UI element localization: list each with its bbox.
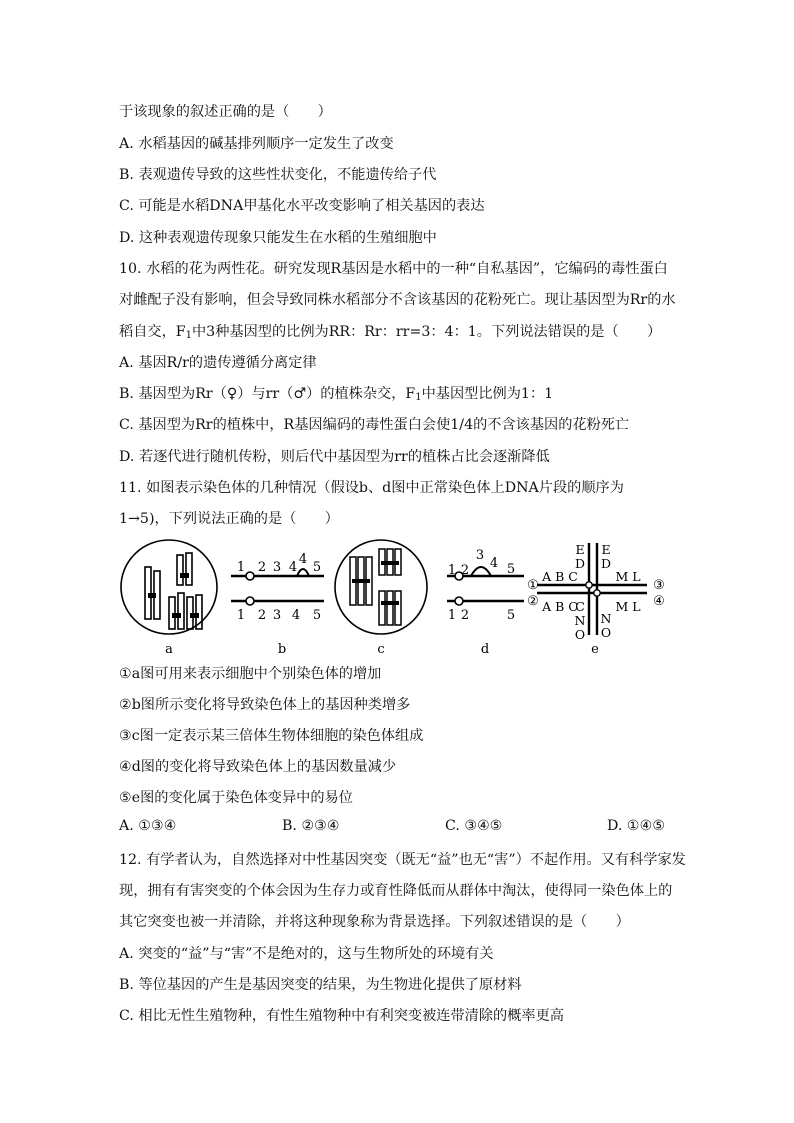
b-top-label: 2 <box>257 560 267 575</box>
q11-options <box>119 818 679 838</box>
q11-stem-line1: 11. 如图表示染色体的几种情况（假设b、d图中正常染色体上DNA片段的顺序为 <box>119 480 624 496</box>
q12-stem-line1: 12. 有学者认为，自然选择对中性基因突变（既无“益”也无“害”）不起作用。又有科学家发 <box>119 852 686 868</box>
b-top-label: 3 <box>272 560 282 575</box>
b-bottom-label: 3 <box>272 608 282 623</box>
e-label: A B C <box>542 599 578 614</box>
q11-statement-5: ⑤e图的变化属于染色体变异中的易位 <box>119 790 353 806</box>
q12-option-a: A. 突变的“益”与“害”不是绝对的，这与生物所处的环境有关 <box>119 946 494 962</box>
caption-d: d <box>480 642 490 657</box>
caption-e: e <box>591 642 599 657</box>
q10-option-a: A. 基因R/r的遗传遵循分离定律 <box>119 355 317 371</box>
e-label: D <box>574 556 586 571</box>
q11-statement-3: ③c图一定表示某三倍体生物体细胞的染色体组成 <box>119 728 424 744</box>
chromatid <box>186 553 192 585</box>
q10-stem-line3: 稻自交，$F_1$中3种基因型的比例为RR：Rr：rr=3：4：1。下列说法错误的是（ ） <box>119 324 662 341</box>
q10-option-d: D. 若逐代进行随机传粉，则后代中基因型为rr的植株占比会逐渐降低 <box>119 449 550 465</box>
q12-option-b: B. 等位基因的产生是基因突变的结果，为生物进化提供了原材料 <box>119 977 522 993</box>
d-bottom-label: 2 <box>460 608 470 623</box>
e-mark: ② <box>527 594 539 609</box>
b-bottom-label: 2 <box>257 608 267 623</box>
e-label: A B C <box>542 569 578 584</box>
d-top-label: 4 <box>489 556 499 571</box>
q12-option-c: C. 相比无性生殖物种，有性生殖物种中有利突变被连带清除的概率更高 <box>119 1008 564 1024</box>
b-top-label: 4 <box>288 560 298 575</box>
e-label: E <box>601 542 611 557</box>
d-bottom-label: 5 <box>506 608 516 623</box>
q11-option-a: A. ①③④ <box>119 818 177 834</box>
q9-option-b: B. 表观遗传导致的这些性状变化，不能遗传给子代 <box>119 167 437 183</box>
q11-option-d: D. ①④⑤ <box>607 818 666 834</box>
q9-option-a: A. 水稻基因的碱基排列顺序一定发生了改变 <box>119 136 394 152</box>
q12-stem-line3: 其它突变也被一并清除，并将这种现象称为背景选择。下列叙述错误的是（ ） <box>119 914 630 930</box>
q11-statement-1: ①a图可用来表示细胞中个别染色体的增加 <box>119 666 382 682</box>
q12-stem-line2: 现，拥有有害突变的个体会因为生存力或育性降低而从群体中淘汰，使得同一染色体上的 <box>119 883 673 899</box>
e-mark: ④ <box>653 594 665 609</box>
e-label: O <box>574 627 586 642</box>
chromatid <box>177 555 183 585</box>
q10-stem-line2: 对雌配子没有影响，但会导致同株水稻部分不含该基因的花粉死亡。现让基因型为Rr的水 <box>119 292 676 308</box>
chromatid <box>178 593 184 629</box>
b-bottom-label: 4 <box>291 608 301 623</box>
d-top-label: 3 <box>475 548 485 563</box>
d-top-label: 5 <box>506 562 516 577</box>
q10-option-b: B. 基因型为Rr（♀）与rr（♂）的植株杂交，$F_1$中基因型比例为1：1 <box>119 386 554 403</box>
q9-option-d: D. 这种表观遗传现象只能发生在水稻的生殖细胞中 <box>119 230 437 246</box>
e-mark: ① <box>527 578 539 593</box>
caption-b: b <box>277 642 287 657</box>
q9-option-c: C. 可能是水稻DNA甲基化水平改变影响了相关基因的表达 <box>119 198 485 214</box>
caption-c: c <box>377 642 385 657</box>
q10-option-c: C. 基因型为Rr的植株中，R基因编码的毒性蛋白会使1/4的不含该基因的花粉死亡 <box>119 417 630 433</box>
d-top-label: 2 <box>460 563 470 578</box>
q11-statement-4: ④d图的变化将导致染色体上的基因数量减少 <box>119 759 397 775</box>
chromosome-figure <box>119 535 679 660</box>
e-label: M L <box>615 569 641 584</box>
q11-option-c: C. ③④⑤ <box>445 818 503 834</box>
e-label: N <box>600 611 612 626</box>
cell-c-outline <box>335 540 427 634</box>
e-label: O <box>600 625 612 640</box>
d-bottom-label: 1 <box>447 608 457 623</box>
q11-statement-2: ②b图所示变化将导致染色体上的基因种类增多 <box>119 697 411 713</box>
e-label: C <box>575 599 585 614</box>
b-bottom-label: 5 <box>312 608 322 623</box>
q11-option-b: B. ②③④ <box>282 818 340 834</box>
b-top-label: 4 <box>298 552 308 567</box>
b-top-label: 1 <box>236 560 246 575</box>
e-label: N <box>574 613 586 628</box>
q9-stem-tail: 于该现象的叙述正确的是（ ） <box>119 104 332 120</box>
e-mark: ③ <box>653 578 665 593</box>
e-label: D <box>600 556 612 571</box>
b-bottom-label: 1 <box>236 608 246 623</box>
d-top-label: 1 <box>447 563 457 578</box>
e-label: M L <box>615 599 641 614</box>
q11-stem-line2: 1→5)，下列说法正确的是（ ） <box>119 511 339 527</box>
b-top-label: 5 <box>312 560 322 575</box>
q10-stem-line1: 10. 水稻的花为两性花。研究发现R基因是水稻中的一种“自私基因”，它编码的毒性蛋白 <box>119 261 668 277</box>
e-label: E <box>575 542 585 557</box>
caption-a: a <box>165 642 173 657</box>
